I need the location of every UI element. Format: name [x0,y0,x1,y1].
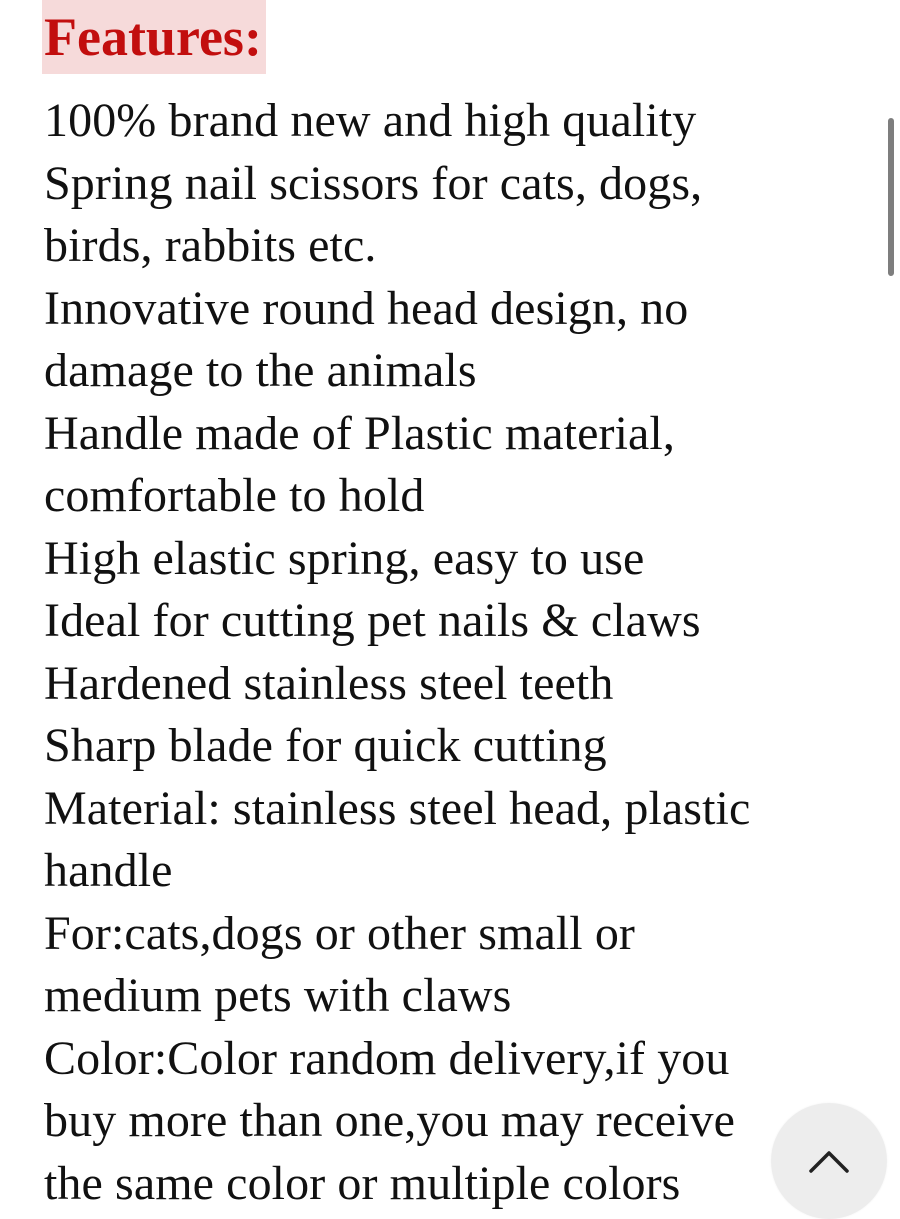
feature-line: the same color or multiple colors [44,1156,681,1210]
feature-line: Spring nail scissors for cats, dogs, [44,156,703,210]
feature-line: Innovative round head design, no [44,281,689,335]
feature-line: Ideal for cutting pet nails & claws [44,594,701,647]
feature-line: 100% brand new and high quality [44,94,697,147]
feature-line: damage to the animals [44,344,477,397]
feature-line: birds, rabbits etc. [44,219,377,272]
feature-line: For:cats,dogs or other small or [44,906,636,960]
feature-line: High elastic spring, easy to use [44,531,645,585]
features-heading: Features: [42,0,266,74]
feature-line: comfortable to hold [44,469,425,522]
features-section [44,0,844,1215]
feature-line: Color:Color random delivery,if you [44,1031,730,1085]
back-to-top-button[interactable] [771,1103,887,1219]
feature-line: medium pets with claws [44,969,512,1022]
feature-line: Hardened stainless steel teeth [44,656,614,710]
scrollbar-thumb[interactable] [888,118,894,276]
feature-line: buy more than one,you may receive [44,1094,736,1147]
feature-line: Sharp blade for quick cutting [44,719,607,772]
feature-line: Handle made of Plastic material, [44,406,675,460]
features-list [44,90,844,1215]
chevron-up-icon [808,1148,850,1174]
feature-line: Material: stainless steel head, plastic [44,781,751,835]
feature-line: handle [44,844,173,897]
